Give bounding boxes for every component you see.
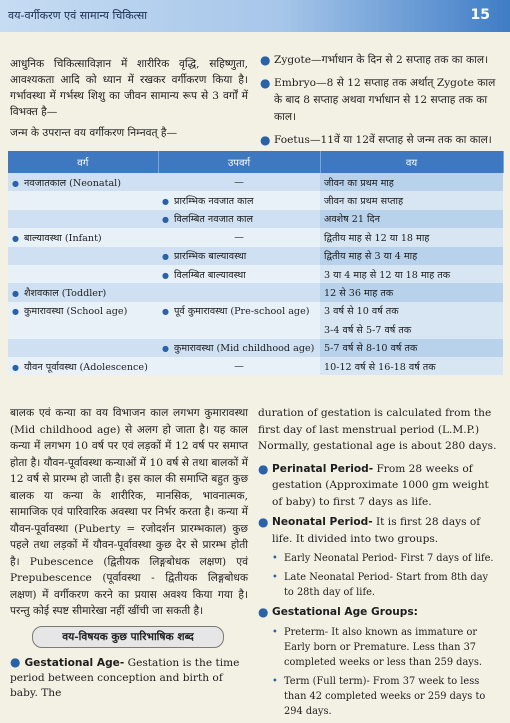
class-cell: ● कुमारावस्था (School age)	[8, 302, 158, 320]
bullet-icon: ●	[162, 252, 169, 262]
class-cell	[8, 320, 158, 338]
gestation-continuation: duration of gestation is calculated from the first day of last menstrual period (L.M.P.) Normally, gestational age is about 280 days.	[258, 407, 497, 452]
section-title: वय-वर्गीकरण एवं सामान्य चिकित्सा	[8, 9, 148, 22]
class-cell	[8, 265, 158, 283]
age-cell: 12 से 36 माह तक	[320, 283, 503, 301]
table-row	[8, 173, 503, 191]
bullet-icon: ●	[12, 233, 19, 243]
age-cell: 5-7 वर्ष से 8-10 वर्ष तक	[320, 339, 503, 357]
age-cell: जीवन का प्रथम सप्ताह	[320, 191, 503, 209]
classification-lead: जन्म के उपरान्त वय वर्गीकरण निम्नवत् है—	[10, 127, 178, 139]
subclass-cell: ● विलम्बित बाल्यावस्था	[158, 265, 320, 283]
bullet-icon: ●	[260, 76, 271, 90]
column-header: वर्ग	[8, 151, 158, 173]
bullet-icon: ●	[258, 461, 269, 476]
age-cell: अवशेष 21 दिन	[320, 210, 503, 228]
subclass-cell: ● प्रारम्भिक बाल्यावस्था	[158, 247, 320, 265]
class-cell: ● शैशवकाल (Toddler)	[8, 283, 158, 301]
subclass-cell: —	[158, 228, 320, 246]
subclass-cell	[158, 283, 320, 301]
gestational-age-item: ● Gestational Age- Gestation is the time period between conception and birth of baby. The	[10, 655, 240, 699]
class-cell: ● यौवन पूर्वावस्था (Adolescence)	[8, 357, 158, 375]
page-header	[0, 0, 510, 32]
column-header: वय	[320, 151, 503, 173]
age-cell: 3 या 4 माह से 12 या 18 माह तक	[320, 265, 503, 283]
class-cell	[8, 339, 158, 357]
subclass-cell: ● कुमारावस्था (Mid childhood age)	[158, 339, 320, 357]
bullet-icon: ●	[260, 53, 271, 67]
page-number: 15	[470, 7, 490, 23]
subclass-cell: —	[158, 357, 320, 375]
table-row	[8, 228, 503, 246]
right-column-definitions	[258, 405, 500, 723]
table-row	[8, 357, 503, 375]
class-cell: ● नवजातकाल (Neonatal)	[8, 173, 158, 191]
prenatal-item-embryo: ● Embryo—8 से 12 सप्ताह तक अर्थात् Zygote काल के बाद 8 सप्ताह अथवा गर्भाधान से 12 सप्ताह तक का काल।	[260, 76, 496, 123]
neonatal-item: ● Neonatal Period- It is first 28 days of life. It divided into two groups.	[258, 515, 481, 545]
table-row	[8, 320, 503, 338]
bullet-icon: ●	[162, 215, 169, 225]
bullet-icon: •	[272, 626, 278, 638]
bullet-icon: •	[272, 553, 278, 564]
subclass-cell: ● पूर्व कुमारावस्था (Pre-school age)	[158, 302, 320, 320]
class-cell	[8, 191, 158, 209]
neonatal-subitem: • Early Neonatal Period- First 7 days of life.	[272, 553, 494, 564]
table-row	[8, 191, 503, 209]
subclass-cell	[158, 320, 320, 338]
age-cell: 10-12 वर्ष से 16-18 वर्ष तक	[320, 357, 503, 375]
bullet-icon: ●	[162, 270, 169, 280]
age-cell: जीवन का प्रथम माह	[320, 173, 503, 191]
bullet-icon: ●	[258, 515, 269, 529]
subclass-cell: ● प्रारम्भिक नवजात काल	[158, 191, 320, 209]
age-cell: द्वितीय माह से 3 या 4 माह	[320, 247, 503, 265]
prenatal-item-zygote: ● Zygote—गर्भाधान के दिन से 2 सप्ताह तक का काल।	[260, 53, 489, 67]
bullet-icon: ●	[260, 133, 271, 147]
class-cell	[8, 210, 158, 228]
subclass-cell: ● विलम्बित नवजात काल	[158, 210, 320, 228]
intro-paragraph: आधुनिक चिकित्साविज्ञान में शारीरिक वृद्धि, सहिष्णुता, आवश्यकता आदि को ध्यान में रखकर वर्गीकरण किया है। गर्भावस्था में गर्भस्थ शिशु का जीवन सामान्य रूप से 3 वर्गों में विभक्त है—	[10, 58, 248, 118]
bullet-icon: ●	[10, 655, 21, 669]
bullet-icon: •	[272, 675, 278, 687]
table-row	[8, 247, 503, 265]
table-row	[8, 265, 503, 283]
bullet-icon: ●	[12, 307, 19, 317]
column-header: उपवर्ग	[158, 151, 320, 173]
age-classification-table	[8, 151, 504, 375]
table-row	[8, 210, 503, 228]
table-header-row	[8, 151, 503, 173]
prenatal-list	[258, 52, 498, 155]
class-cell: ● बाल्यावस्था (Infant)	[8, 228, 158, 246]
terms-heading: वय-विषयक कुछ पारिभाषिक शब्द	[32, 626, 224, 648]
prenatal-item-foetus: ● Foetus—11वें या 12वें सप्ताह से जन्म तक का काल।	[260, 133, 492, 147]
age-cell: द्वितीय माह से 12 या 18 माह	[320, 228, 503, 246]
bullet-icon: ●	[12, 178, 19, 188]
table-row	[8, 339, 503, 357]
age-cell: 3-4 वर्ष से 5-7 वर्ष तक	[320, 320, 503, 338]
bullet-icon: ●	[162, 197, 169, 207]
puberty-paragraph: बालक एवं कन्या का वय विभाजन काल लगभग कुमारावस्था (Mid childhood age) से अलग हो जाता है। यह काल कन्या में लगभग 10 वर्ष पर एवं लड़कों में 12 वर्ष पर समाप्त होता है। यौवन-पूर्वावस्था कन्याओं में 10 वर्ष से तथा बालकों में 12 वर्ष से प्रारम्भ हो जाती है। इस काल की समाप्ति बहुत कुछ बालक या कन्या के शारीरिक, मानसिक, भावनात्मक, सामाजिक एवं पारिवारिक अवस्था पर निर्भर करता है। कन्या में यौवन-पूर्वावस्था (Puberty = रजोदर्शन प्रारम्भकाल) कुछ पहले तथा लड़कों में यौवन-पूर्वावस्था कुछ देर से प्रारम्भ होती है। Pubescence (द्वितीयक लिङ्गबोधक लक्षण) एवं Prepubescence (पूर्वावस्था - द्वितीयक लिङ्गबोधक लक्षण) में वर्गीकरण करने का प्रयास अवश्य किया गया है। परन्तु कोई स्पष्ट सीमारेखा नहीं खींची जा सकती है।	[10, 407, 248, 617]
table-row	[8, 283, 503, 301]
bullet-icon: ●	[162, 307, 169, 317]
gestational-groups-item: ● Gestational Age Groups:	[258, 605, 418, 619]
age-cell: 3 वर्ष से 10 वर्ष तक	[320, 302, 503, 320]
class-cell	[8, 247, 158, 265]
neonatal-subitem: • Late Neonatal Period- Start from 8th day to 28th day of life.	[272, 572, 489, 598]
gestational-subitem: • Preterm- It also known as immature or Early born or Premature. Less than 37 completed weeks or less than 259 days.	[272, 626, 482, 668]
bullet-icon: ●	[162, 344, 169, 354]
subclass-cell: —	[158, 173, 320, 191]
gestational-subitem: • Term (Full term)- From 37 week to less than 42 completed weeks or 259 days to 294 days.	[272, 675, 486, 717]
bullet-icon: ●	[258, 605, 269, 619]
bullet-icon: ●	[12, 289, 19, 299]
bullet-icon: •	[272, 572, 278, 583]
table-row	[8, 302, 503, 320]
bullet-icon: ●	[12, 362, 19, 372]
perinatal-item: ● Perinatal Period- From 28 weeks of gestation (Approximate 1000 gm weight of baby) to first 7 days as life.	[258, 461, 489, 508]
